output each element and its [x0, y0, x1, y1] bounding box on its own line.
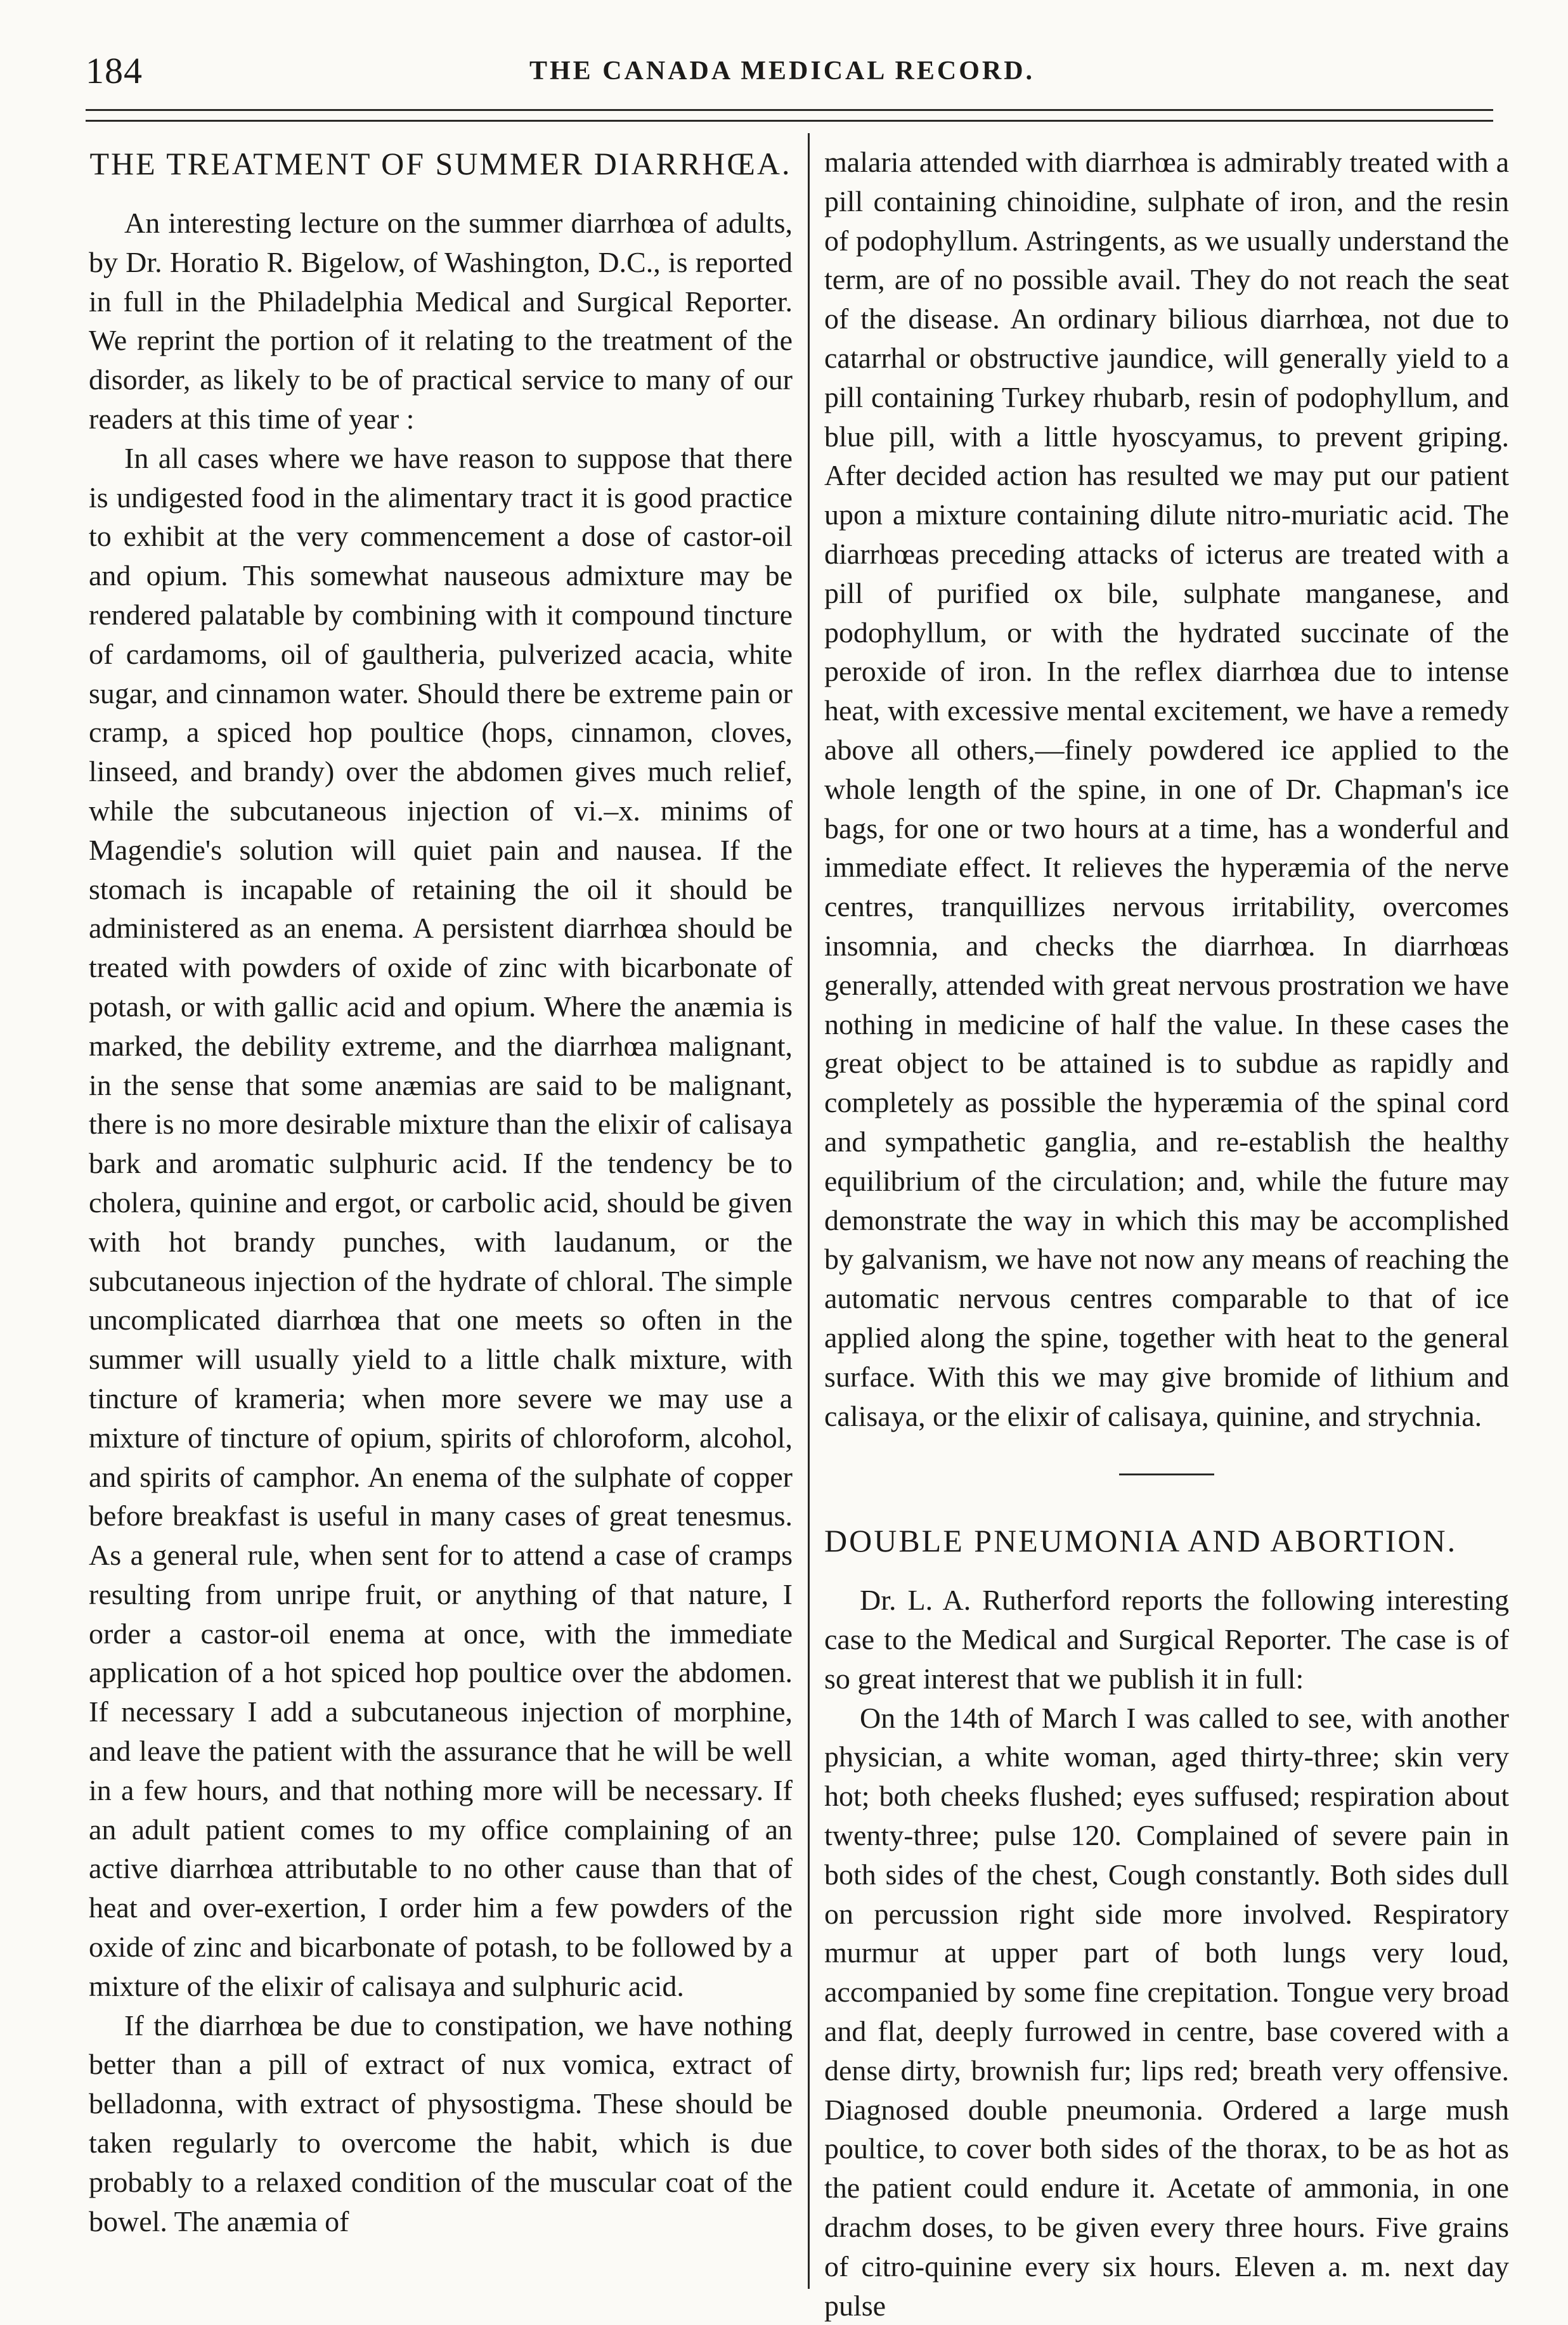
column-divider: [808, 133, 810, 2289]
article-paragraph: In all cases where we have reason to suppose that there is undigested food in the alimentary tract it is good practice to exhibit at the very commencement a dose of castor-oil and opium. This somewhat nauseous admixture may be rendered palatable by combining with it compound tincture of cardamoms, oil of gaultheria, pulverized acacia, white sugar, and cinnamon water. Should there be extreme pain or cramp, a spiced hop poultice (hops, cinnamon, cloves, linseed, and brandy) over the abdomen gives much relief, while the subcutaneous injection of vi.–x. minims of Magendie's solution will quiet pain and nausea. If the stomach is incapable of retaining the oil it should be administered as an enema. A persistent diarrhœa should be treated with powders of oxide of zinc with bicarbonate of potash, or with gallic acid and opium. Where the anæmia is marked, the debility extreme, and the diarrhœa malignant, in the sense that some anæmias are said to be malignant, there is no more desirable mixture than the elixir of calisaya bark and aromatic sulphuric acid. If the tendency be to cholera, quinine and ergot, or carbolic acid, should be given with hot brandy punches, with laudanum, or the subcutaneous injection of the hydrate of chloral. The simple uncomplicated diarrhœa that one meets so often in the summer will usually yield to a little chalk mixture, with tincture of krameria; when more severe we may use a mixture of tincture of opium, spirits of chloroform, alcohol, and spirits of camphor. An enema of the sulphate of copper before breakfast is useful in many cases of great tenesmus. As a general rule, when sent for to attend a case of cramps resulting from unripe fruit, or anything of that nature, I order a castor-oil enema at once, with the immediate application of a hot spiced hop poultice over the abdomen. If necessary I add a subcutaneous injection of morphine, and leave the patient with the assurance that he will be well in a few hours, and that nothing more will be necessary. If an adult patient comes to my office complaining of an active diarrhœa attributable to no other cause than that of heat and over-exertion, I order him a few powders of the oxide of zinc and bicarbonate of potash, to be followed by a mixture of the elixir of calisaya and sulphuric acid.: [89, 441, 793, 2002]
running-title: THE CANADA MEDICAL RECORD.: [529, 56, 1035, 86]
article-paragraph-continued: malaria attended with diarrhœa is admirably treated with a pill containing chinoidine, sulphate of iron, and the resin of podophyllum. Astringents, as we usually understand the term, are of no possible avail. They do not reach the seat of the disease. An ordinary bilious diarrhœa, not due to catarrhal or obstructive jaundice, will generally yield to a pill containing Turkey rhubarb, resin of podophyllum, and blue pill, with a little hyoscyamus, to prevent griping. After decided action has resulted we may put our patient upon a mixture containing dilute nitro-muriatic acid. The diarrhœas preceding attacks of icterus are treated with a pill of purified ox bile, sulphate manganese, and podophyllum, or with the hydrated succinate of the peroxide of iron. In the reflex diarrhœa due to intense heat, with excessive mental excitement, we have a remedy above all others,—finely powdered ice applied to the whole length of the spine, in one of Dr. Chapman's ice bags, for one or two hours at a time, has a wonderful and immediate effect. It relieves the hyperæmia of the nerve centres, tranquillizes nervous irritability, overcomes insomnia, and checks the diarrhœa. In diarrhœas generally, attended with great nervous prostration we have nothing in medicine of half the value. In these cases the great object to be attained is to subdue as rapidly and completely as possible the hyperæmia of the spinal cord and sympathetic ganglia, and re-establish the healthy equilibrium of the circulation; and, while the future may demonstrate the way in which this may be accomplished by galvanism, we have not now any means of reaching the automatic nervous centres comparable to that of ice applied along the spine, together with heat to the general surface. With this we may give bromide of lithium and calisaya, or the elixir of calisaya, quinine, and strychnia.: [824, 146, 1509, 1432]
article-title-summer-diarrhoea: THE TREATMENT OF SUMMER DIARRHŒA.: [89, 146, 792, 181]
page-number: 184: [86, 50, 143, 91]
left-column: [89, 143, 793, 2241]
article-paragraph: Dr. L. A. Rutherford reports the following interesting case to the Medical and Surgical Reporter. The case is of so great interest that we publish it in full:: [824, 1584, 1509, 1695]
section-separator-rule: [1119, 1473, 1214, 1475]
article-paragraph: On the 14th of March I was called to see, with another physician, a white woman, aged thirty-three; skin very hot; both cheeks flushed; eyes suffused; respiration about twenty-three; pulse 120. Complained of severe pain in both sides of the chest, Cough constantly. Both sides dull on percussion right side more involved. Respiratory murmur at upper part of both lungs very loud, accompanied by some fine crepitation. Tongue very broad and flat, deeply furrowed in centre, base covered with a dense dirty, brownish fur; lips red; breath very offensive. Diagnosed double pneumonia. Ordered a large mush poultice, to cover both sides of the thorax, to be as hot as the patient could endure it. Acetate of ammonia, in one drachm doses, to be given every three hours. Five grains of citro-quinine every six hours. Eleven a. m. next day pulse: [824, 1701, 1509, 2322]
header-double-rule: [86, 109, 1493, 122]
right-column: [824, 143, 1509, 2325]
article-title-double-pneumonia: DOUBLE PNEUMONIA AND ABORTION.: [824, 1523, 1458, 1559]
page-header: [86, 46, 1493, 96]
article-paragraph: If the diarrhœa be due to constipation, we have nothing better than a pill of extract of nux vomica, extract of belladonna, with extract of physostigma. These should be taken regularly to overcome the habit, which is due probably to a relaxed condition of the muscular coat of the bowel. The anæmia of: [89, 2009, 793, 2238]
article-paragraph: An interesting lecture on the summer diarrhœa of adults, by Dr. Horatio R. Bigelow, of Washington, D.C., is reported in full in the Philadelphia Medical and Surgical Reporter. We reprint the portion of it relating to the treatment of the disorder, as likely to be of practical service to many of our readers at this time of year :: [89, 207, 793, 435]
